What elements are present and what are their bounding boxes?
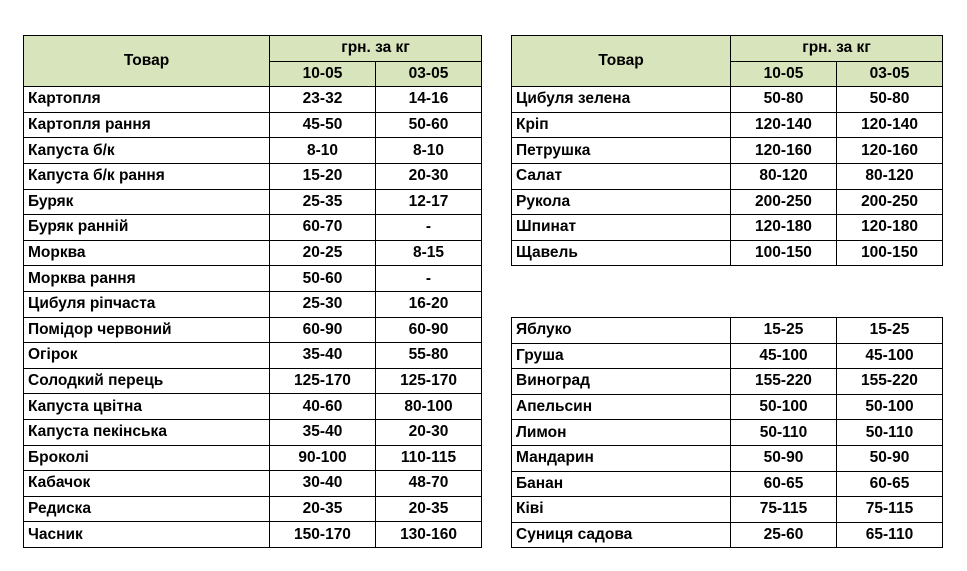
price-10-05: 35-40 xyxy=(270,419,376,445)
price-03-05: 8-10 xyxy=(376,138,482,164)
price-10-05: 150-170 xyxy=(270,522,376,548)
price-03-05: 50-80 xyxy=(837,87,943,113)
table-row xyxy=(24,112,482,138)
product-name: Капуста пекінська xyxy=(24,419,270,445)
price-03-05: 20-30 xyxy=(376,419,482,445)
price-10-05: 50-60 xyxy=(270,266,376,292)
product-name: Салат xyxy=(512,163,731,189)
price-03-05: 12-17 xyxy=(376,189,482,215)
table-row xyxy=(512,471,943,497)
product-name: Рукола xyxy=(512,189,731,215)
product-name: Цибуля ріпчаста xyxy=(24,291,270,317)
table-row xyxy=(512,112,943,138)
price-10-05: 120-140 xyxy=(731,112,837,138)
product-name: Яблуко xyxy=(512,318,731,344)
product-name: Морква рання xyxy=(24,266,270,292)
price-group-header: грн. за кг xyxy=(270,36,482,62)
product-name: Лимон xyxy=(512,420,731,446)
table-row xyxy=(512,163,943,189)
fruits-price-table xyxy=(511,317,943,548)
greens-price-table xyxy=(511,35,943,266)
price-10-05: 80-120 xyxy=(731,163,837,189)
table-row xyxy=(512,189,943,215)
price-03-05: 8-15 xyxy=(376,240,482,266)
table-row xyxy=(24,266,482,292)
table-row xyxy=(24,496,482,522)
product-name: Ківі xyxy=(512,497,731,523)
price-10-05: 35-40 xyxy=(270,343,376,369)
table-row xyxy=(24,317,482,343)
product-name: Картопля рання xyxy=(24,112,270,138)
table-row xyxy=(24,189,482,215)
product-column-header: Товар xyxy=(24,36,270,87)
price-03-05: 80-120 xyxy=(837,163,943,189)
price-10-05: 45-100 xyxy=(731,343,837,369)
price-group-header: грн. за кг xyxy=(731,36,943,62)
price-10-05: 200-250 xyxy=(731,189,837,215)
price-03-05: 15-25 xyxy=(837,318,943,344)
table-row xyxy=(512,87,943,113)
price-03-05: 80-100 xyxy=(376,394,482,420)
table-row xyxy=(512,343,943,369)
product-name: Редиска xyxy=(24,496,270,522)
product-name: Морква xyxy=(24,240,270,266)
table-row xyxy=(512,138,943,164)
product-name: Солодкий перець xyxy=(24,368,270,394)
price-03-05: - xyxy=(376,215,482,241)
table-row xyxy=(512,394,943,420)
price-03-05: 100-150 xyxy=(837,240,943,266)
product-name: Апельсин xyxy=(512,394,731,420)
table-row xyxy=(24,522,482,548)
table-row xyxy=(512,522,943,548)
product-name: Помідор червоний xyxy=(24,317,270,343)
table-row xyxy=(24,87,482,113)
price-03-05: 50-110 xyxy=(837,420,943,446)
price-10-05: 20-25 xyxy=(270,240,376,266)
price-10-05: 40-60 xyxy=(270,394,376,420)
product-name: Цибуля зелена xyxy=(512,87,731,113)
price-10-05: 60-90 xyxy=(270,317,376,343)
table-row xyxy=(24,394,482,420)
price-03-05: 48-70 xyxy=(376,471,482,497)
price-03-05: 20-30 xyxy=(376,163,482,189)
price-03-05: 75-115 xyxy=(837,497,943,523)
price-10-05: 100-150 xyxy=(731,240,837,266)
product-name: Щавель xyxy=(512,240,731,266)
table-row xyxy=(512,445,943,471)
price-03-05: 120-140 xyxy=(837,112,943,138)
product-name: Груша xyxy=(512,343,731,369)
table-row xyxy=(512,497,943,523)
price-10-05: 60-70 xyxy=(270,215,376,241)
price-03-05: - xyxy=(376,266,482,292)
price-10-05: 30-40 xyxy=(270,471,376,497)
price-10-05: 125-170 xyxy=(270,368,376,394)
price-03-05: 55-80 xyxy=(376,343,482,369)
price-10-05: 120-160 xyxy=(731,138,837,164)
date-header-1: 10-05 xyxy=(731,61,837,87)
table-row xyxy=(24,291,482,317)
table-row xyxy=(24,215,482,241)
price-10-05: 60-65 xyxy=(731,471,837,497)
vegetables-price-table xyxy=(23,35,482,548)
price-03-05: 120-160 xyxy=(837,138,943,164)
product-name: Капуста цвітна xyxy=(24,394,270,420)
product-name: Мандарин xyxy=(512,445,731,471)
price-10-05: 25-60 xyxy=(731,522,837,548)
price-10-05: 50-90 xyxy=(731,445,837,471)
price-03-05: 65-110 xyxy=(837,522,943,548)
price-03-05: 120-180 xyxy=(837,215,943,241)
product-name: Огірок xyxy=(24,343,270,369)
price-10-05: 155-220 xyxy=(731,369,837,395)
table-row xyxy=(24,163,482,189)
table-row xyxy=(24,240,482,266)
price-10-05: 23-32 xyxy=(270,87,376,113)
price-10-05: 75-115 xyxy=(731,497,837,523)
table-row xyxy=(24,343,482,369)
product-name: Броколі xyxy=(24,445,270,471)
table-row xyxy=(24,471,482,497)
price-10-05: 25-35 xyxy=(270,189,376,215)
table-row xyxy=(512,420,943,446)
price-10-05: 90-100 xyxy=(270,445,376,471)
product-name: Суниця садова xyxy=(512,522,731,548)
product-name: Кріп xyxy=(512,112,731,138)
price-03-05: 16-20 xyxy=(376,291,482,317)
price-10-05: 25-30 xyxy=(270,291,376,317)
product-name: Шпинат xyxy=(512,215,731,241)
price-03-05: 14-16 xyxy=(376,87,482,113)
price-03-05: 45-100 xyxy=(837,343,943,369)
date-header-2: 03-05 xyxy=(837,61,943,87)
price-03-05: 110-115 xyxy=(376,445,482,471)
product-name: Буряк xyxy=(24,189,270,215)
product-name: Буряк ранній xyxy=(24,215,270,241)
product-column-header: Товар xyxy=(512,36,731,87)
price-10-05: 50-100 xyxy=(731,394,837,420)
price-03-05: 50-100 xyxy=(837,394,943,420)
product-name: Кабачок xyxy=(24,471,270,497)
price-03-05: 200-250 xyxy=(837,189,943,215)
price-10-05: 15-20 xyxy=(270,163,376,189)
table-row xyxy=(512,215,943,241)
product-name: Банан xyxy=(512,471,731,497)
price-10-05: 45-50 xyxy=(270,112,376,138)
product-name: Петрушка xyxy=(512,138,731,164)
table-row xyxy=(24,138,482,164)
product-name: Картопля xyxy=(24,87,270,113)
product-name: Капуста б/к xyxy=(24,138,270,164)
price-10-05: 50-110 xyxy=(731,420,837,446)
table-row xyxy=(512,240,943,266)
price-10-05: 50-80 xyxy=(731,87,837,113)
price-03-05: 155-220 xyxy=(837,369,943,395)
price-10-05: 8-10 xyxy=(270,138,376,164)
table-row xyxy=(512,318,943,344)
price-10-05: 20-35 xyxy=(270,496,376,522)
price-03-05: 130-160 xyxy=(376,522,482,548)
product-name: Виноград xyxy=(512,369,731,395)
product-name: Часник xyxy=(24,522,270,548)
table-row xyxy=(24,445,482,471)
price-10-05: 15-25 xyxy=(731,318,837,344)
product-name: Капуста б/к рання xyxy=(24,163,270,189)
date-header-1: 10-05 xyxy=(270,61,376,87)
price-03-05: 125-170 xyxy=(376,368,482,394)
table-row xyxy=(24,419,482,445)
price-03-05: 60-90 xyxy=(376,317,482,343)
table-row xyxy=(24,368,482,394)
date-header-2: 03-05 xyxy=(376,61,482,87)
price-03-05: 20-35 xyxy=(376,496,482,522)
table-row xyxy=(512,369,943,395)
price-03-05: 50-60 xyxy=(376,112,482,138)
price-03-05: 60-65 xyxy=(837,471,943,497)
price-10-05: 120-180 xyxy=(731,215,837,241)
price-03-05: 50-90 xyxy=(837,445,943,471)
